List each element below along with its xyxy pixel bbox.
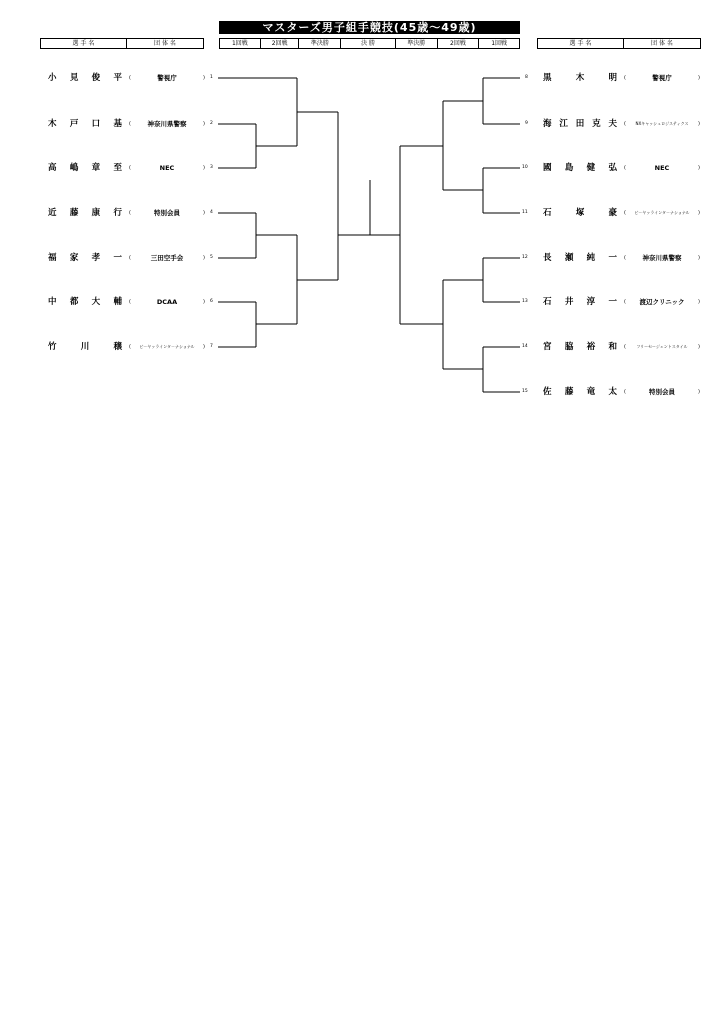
name-char: 穣 (113, 342, 122, 352)
paren-open: ( (624, 299, 626, 305)
paren-open: ( (624, 75, 626, 81)
name-char: 淳 (586, 297, 596, 307)
seed-number: 1 (210, 75, 213, 80)
paren-open: ( (129, 344, 131, 350)
round-header: 準決勝 (299, 39, 341, 48)
seed-number: 12 (522, 255, 528, 260)
paren-close: ) (698, 75, 700, 81)
seed-number: 7 (210, 344, 213, 349)
seed-number: 11 (522, 210, 528, 215)
name-char: 木 (48, 119, 57, 129)
paren-close: ) (203, 75, 205, 81)
name-char: 塚 (575, 208, 585, 218)
name-char: 平 (113, 73, 122, 83)
paren-open: ( (624, 165, 626, 171)
right-header-org: 団 体 名 (651, 40, 673, 47)
name-char: 一 (608, 297, 617, 307)
name-char: 太 (608, 387, 617, 397)
name-char: 基 (113, 119, 122, 129)
paren-open: ( (624, 255, 626, 261)
paren-close: ) (698, 344, 700, 350)
seed-number: 4 (210, 210, 213, 215)
org-name: DCAA (156, 298, 178, 306)
org-name: 神奈川県警察 (642, 254, 682, 262)
name-char: 孝 (91, 253, 101, 263)
name-char: 竜 (586, 387, 596, 397)
seed-number: 8 (525, 75, 528, 80)
org-name: NEC (654, 164, 670, 172)
org-name: フリーセージェントスタイル (636, 344, 688, 349)
name-char: 行 (113, 208, 122, 218)
name-char: 石 (543, 208, 552, 218)
round-header: 決 勝 (341, 39, 396, 48)
org-name: 警視庁 (652, 74, 672, 82)
name-char: 康 (91, 208, 101, 218)
round-header: 2回戦 (261, 39, 300, 48)
paren-open: ( (624, 121, 626, 127)
name-char: 都 (69, 297, 79, 307)
page-title: マスターズ男子組手競技(45歳〜49歳) (219, 21, 520, 34)
name-char: 江 (559, 119, 568, 129)
left-header-name: 選 手 名 (41, 39, 127, 48)
name-char: 一 (113, 253, 122, 263)
paren-open: ( (129, 165, 131, 171)
paren-close: ) (203, 344, 205, 350)
seed-number: 13 (522, 299, 528, 304)
paren-close: ) (698, 121, 700, 127)
name-char: 藤 (69, 208, 79, 218)
seed-number: 9 (525, 121, 528, 126)
org-name: 特別会員 (649, 388, 675, 396)
name-char: 長 (543, 253, 552, 263)
name-char: 木 (575, 73, 585, 83)
name-char: 中 (48, 297, 57, 307)
name-char: 家 (69, 253, 79, 263)
seed-number: 2 (210, 121, 213, 126)
name-char: 一 (608, 253, 617, 263)
paren-open: ( (624, 344, 626, 350)
round-header: 2回戦 (438, 39, 480, 48)
paren-open: ( (129, 210, 131, 216)
name-char: 純 (586, 253, 596, 263)
paren-open: ( (624, 389, 626, 395)
name-char: 夫 (608, 119, 617, 129)
left-header-org: 団 体 名 (154, 40, 176, 47)
seed-number: 3 (210, 165, 213, 170)
paren-open: ( (129, 75, 131, 81)
name-char: 克 (592, 119, 601, 129)
paren-open: ( (129, 121, 131, 127)
name-char: 瀬 (564, 253, 574, 263)
round-header: 1回戦 (220, 39, 261, 48)
name-char: 弘 (608, 163, 617, 173)
seed-number: 15 (522, 389, 528, 394)
name-char: 見 (69, 73, 79, 83)
name-char: 國 (543, 163, 552, 173)
name-char: 近 (48, 208, 57, 218)
org-name: 警視庁 (157, 74, 177, 82)
name-char: 豪 (608, 208, 617, 218)
name-char: 宮 (543, 342, 552, 352)
name-char: 明 (608, 73, 617, 83)
name-char: 裕 (586, 342, 596, 352)
round-header: 準決勝 (396, 39, 438, 48)
name-char: 藤 (564, 387, 574, 397)
right-header-name: 選 手 名 (538, 39, 624, 48)
paren-open: ( (129, 255, 131, 261)
name-char: 至 (113, 163, 122, 173)
paren-close: ) (203, 121, 205, 127)
paren-open: ( (129, 299, 131, 305)
round-header: 1回戦 (491, 40, 508, 47)
paren-close: ) (698, 299, 700, 305)
paren-close: ) (203, 210, 205, 216)
paren-open: ( (624, 210, 626, 216)
name-char: 海 (543, 119, 552, 129)
name-char: 井 (564, 297, 574, 307)
org-name: ピ－ヤッラインタ－ナショナル (139, 344, 195, 349)
paren-close: ) (698, 210, 700, 216)
seed-number: 5 (210, 255, 213, 260)
org-name: 三田空手会 (150, 254, 184, 262)
seed-number: 10 (522, 165, 528, 170)
org-name: 特別会員 (154, 209, 180, 217)
name-char: 佐 (543, 387, 552, 397)
name-char: 高 (48, 163, 57, 173)
name-char: 島 (564, 163, 574, 173)
name-char: 嶋 (69, 163, 79, 173)
org-name: NEC (159, 164, 175, 172)
name-char: 和 (608, 342, 617, 352)
name-char: 田 (575, 119, 585, 129)
name-char: 章 (91, 163, 101, 173)
paren-close: ) (203, 255, 205, 261)
name-char: 黒 (543, 73, 552, 83)
name-char: 戸 (69, 119, 79, 129)
org-name: 渡辺クリニック (639, 298, 685, 306)
name-char: 小 (48, 73, 57, 83)
paren-close: ) (203, 299, 205, 305)
name-char: 口 (91, 119, 101, 129)
name-char: 輔 (113, 297, 122, 307)
seed-number: 14 (522, 344, 528, 349)
name-char: 竹 (48, 342, 57, 352)
name-char: 脇 (564, 342, 574, 352)
name-char: 俊 (91, 73, 101, 83)
seed-number: 6 (210, 299, 213, 304)
name-char: 川 (80, 342, 90, 352)
org-name: ピ－ヤッラインタ－ナショナル (634, 210, 690, 215)
name-char: 健 (586, 163, 596, 173)
paren-close: ) (203, 165, 205, 171)
org-name: 神奈川県警察 (147, 120, 187, 128)
name-char: 大 (91, 297, 101, 307)
paren-close: ) (698, 165, 700, 171)
paren-close: ) (698, 255, 700, 261)
org-name: NXキャッシュロジスティクス (635, 121, 689, 126)
name-char: 石 (543, 297, 552, 307)
name-char: 福 (48, 253, 57, 263)
paren-close: ) (698, 389, 700, 395)
